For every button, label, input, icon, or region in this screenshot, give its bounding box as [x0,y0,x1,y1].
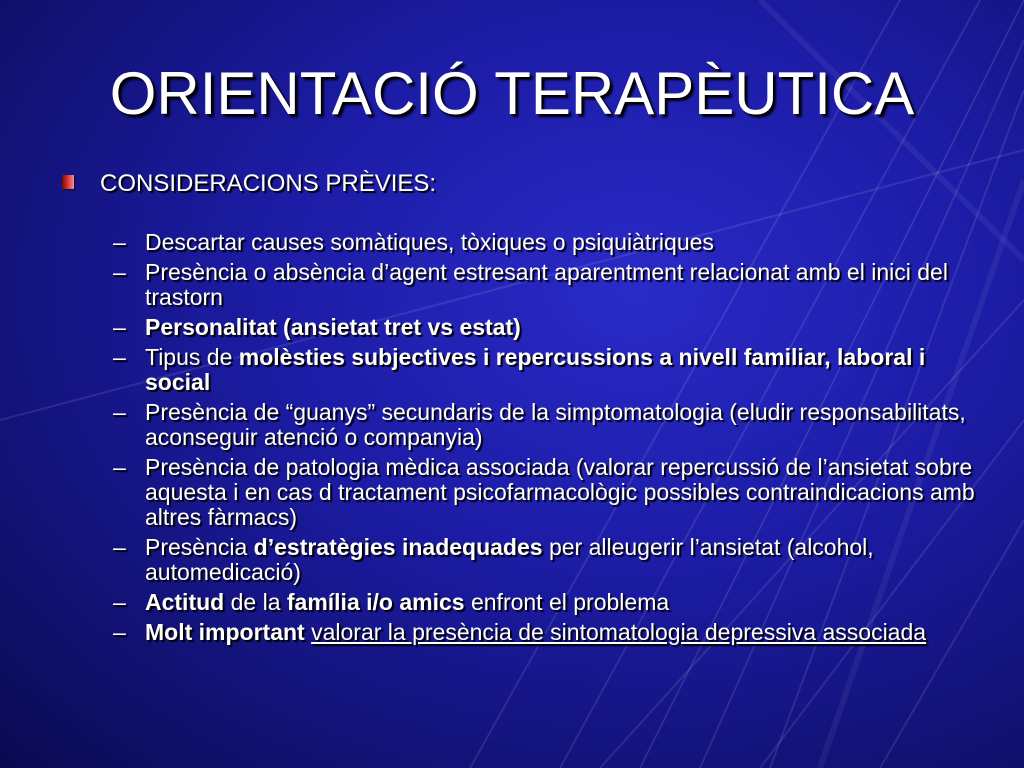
list-item [113,230,993,255]
slide-title: ORIENTACIÓ TERAPÈUTICA [109,60,915,127]
item-text: Descartar causes somàtiques, tòxiques o psiquiàtriques [145,229,714,255]
list-item [113,400,993,450]
list-item [113,590,993,615]
list-item [113,535,993,585]
dash-marker: – [113,259,126,285]
bold-text: Personalitat (ansietat tret vs estat) [145,314,521,340]
item-text: de la [224,589,287,615]
list-item [113,455,993,530]
bold-text: família i/o amics [286,589,465,615]
bold-text: Molt important [145,619,305,645]
item-text: Presència de “guanys” secundaris de la simptomatologia (eludir responsabilitats, aconseguir atenció o companyia) [145,399,966,450]
item-text: enfront el problema [464,589,670,615]
red-square-bullet-icon [62,175,74,189]
considerations-list [113,230,993,650]
dash-marker: – [113,344,126,370]
dash-marker: – [113,589,126,615]
list-item [113,345,993,395]
list-item [113,620,993,645]
list-item [113,260,993,310]
dash-marker: – [113,399,126,425]
item-text: Presència [145,534,254,560]
item-text: Tipus de [145,344,239,370]
item-text: Presència de patologia mèdica associada (valorar repercussió de l’ansietat sobre aquesta i en cas d tractament psicofarmacològic possibles contraindicacions amb altres fàrmacs) [145,454,975,530]
section-heading: CONSIDERACIONS PRÈVIES: [100,170,437,197]
dash-marker: – [113,534,126,560]
bold-text: molèsties subjectives i repercussions a nivell familiar, laboral i social [145,344,926,395]
list-item [113,315,993,340]
bold-text: d’estratègies inadequades [253,534,543,560]
dash-marker: – [113,454,126,480]
dash-marker: – [113,619,126,645]
dash-marker: – [113,229,126,255]
bold-text: Actitud [145,589,225,615]
dash-marker: – [113,314,126,340]
item-text: Presència o absència d’agent estresant aparentment relacionat amb el inici del trastorn [145,259,948,310]
underlined-text: valorar la presència de sintomatologia depressiva associada [311,619,927,645]
item-text: per alleugerir l’ansietat (alcohol, automedicació) [145,534,874,585]
